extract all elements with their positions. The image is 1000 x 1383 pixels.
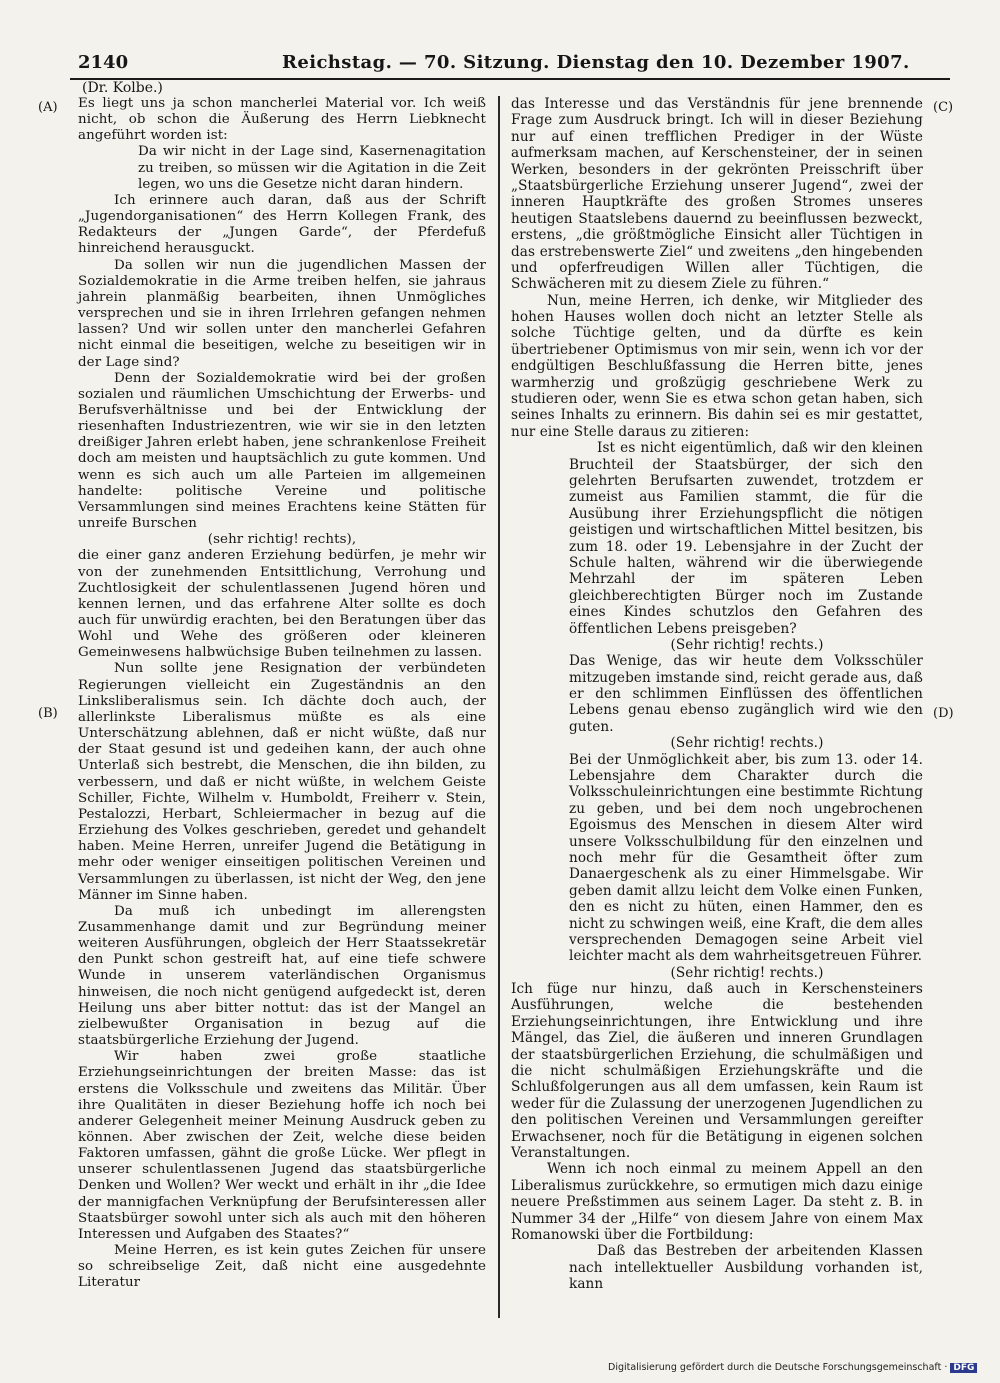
paragraph: Ich erinnere auch daran, daß aus der Schrift „Jugendorganisationen“ des Herrn Kollegen Frank, des Redakteurs der „Jungen Garde“, der Pferdefuß hinreichend herausguckt.: [78, 192, 486, 257]
dfg-logo: DFG: [950, 1363, 977, 1373]
block-quote: Daß das Bestreben der arbeitenden Klassen nach intellektueller Ausbildung vorhanden ist, kann: [569, 1243, 923, 1293]
page-number: 2140: [78, 52, 129, 73]
interjection: (Sehr richtig! rechts.): [670, 735, 824, 752]
interjection: (sehr richtig! rechts),: [207, 532, 357, 548]
margin-marker-c: (C): [933, 100, 954, 115]
paragraph: Da sollen wir nun die jugendlichen Massen der Sozialdemokratie in die Arme treiben helfen, sie jahraus jahrein planmäßig bearbeiten, ihnen Unmögliches versprechen und sie in ihren Irrlehren gefangen nehmen lassen? Und wir sollen unter den mancherlei Gefahren nicht einmal die beseitigen, welche zu beseitigen wir in der Lage sind?: [78, 257, 486, 370]
left-column: [78, 96, 486, 1292]
block-quote: Bei der Unmöglichkeit aber, bis zum 13. oder 14. Lebensjahre dem Charakter durch die Volksschuleinrichtungen eine bestimmte Richtung zu geben, und bei dem noch ungebrochenen Egoismus des Menschen in diesem Alter wird unsere Volksschulbildung für den einzelnen und noch mehr für die Gesamtheit öfter zum Danaergeschenk als zu einer Himmelsgabe. Wir geben damit allzu leicht dem Volke einen Funken, den es nicht zu hüten, einen Hammer, den es nicht zu schwingen weiß, eine Kraft, die dem alles versprechenden Demagogen seine Arbeit viel leichter macht als dem wahrheitsgetreuen Führer.: [569, 751, 923, 965]
paragraph: Wenn ich noch einmal zu meinem Appell an den Liberalismus zurückkehre, so ermutigen mich dazu einige neuere Preßstimmen aus seinem Lager. Da steht z. B. in Nummer 34 der „Hilfe“ von diesem Jahre von einem Max Romanowski über die Fortbildung:: [511, 1161, 923, 1243]
paragraph: die einer ganz anderen Erziehung bedürfen, je mehr wir von der zunehmenden Entsittlichung, Verrohung und Zuchtlosigkeit der schulentlassenen Jugend hören und kennen lernen, und das erfahrene Alter sollte es doch auch für unwürdig erachten, bei den Beratungen über das Wohl und Wehe des größeren oder kleineren Gemeinwesens halbwüchsige Buben teilnehmen zu lassen.: [78, 548, 486, 661]
digitization-footer: [608, 1362, 977, 1373]
paragraph: Denn der Sozialdemokratie wird bei der großen sozialen und räumlichen Umschichtung der Erwerbs- und Berufsverhältnisse und bei der Entwicklung der riesenhaften Industriezentren, wie wir sie in den letzten dreißiger Jahren erlebt haben, jene schrankenlose Freiheit doch am meisten und hauptsächlich zu gute kommen. Und wenn es sich auch um alle Parteien im allgemeinen handelte: politische Vereine und politische Versammlungen sind meines Erachtens keine Stätten für unreife Burschen: [78, 370, 486, 532]
paragraph: Meine Herren, es ist kein gutes Zeichen für unsere so schreibselige Zeit, daß nicht eine ausgedehnte Literatur: [78, 1243, 486, 1291]
block-quote: Ist es nicht eigentümlich, daß wir den kleinen Bruchteil der Staatsbürger, der sich den gelehrten Berufsarten zuwendet, trotzdem er zumeist aus Familien stammt, die für die Ausübung ihrer Erziehungspflicht die nötigen geistigen und wirtschaftlichen Mittel besitzen, bis zum 18. oder 19. Lebensjahre in der Zucht der Schule halten, während wir die überwiegende Mehrzahl der im späteren Leben gleichberechtigten Bürger noch im Zustande eines Kindes schutzlos den Gefahren des öffentlichen Lebens preisgeben?: [569, 440, 923, 637]
right-column: [511, 96, 923, 1293]
paragraph: das Interesse und das Verständnis für jene brennende Frage zum Ausdruck bringt. Ich will in dieser Beziehung nur auf einen trefflichen Prediger in der Wüste aufmerksam machen, auf Kerschensteiner, der in seinen Werken, besonders in der gekrönten Preisschrift über „Staatsbürgerliche Erziehung unserer Jugend“, zwei der inneren Hauptkräfte des großen Stromes unseres heutigen Staatslebens dauernd zu beeinflussen bezweckt, erstens, „die größtmögliche Einsicht aller Tüchtigen in das erstrebenswerte Ziel“ und zweitens „den hingebenden und opferfreudigen Willen aller Tüchtigen, die Schwächeren mit zu diesem Ziele zu führen.“: [511, 96, 923, 293]
block-quote: Da wir nicht in der Lage sind, Kasernenagitation zu treiben, so müssen wir die Agitation in die Zeit legen, wo uns die Gesetze nicht daran hindern.: [138, 144, 486, 192]
margin-marker-a: (A): [38, 100, 58, 115]
interjection: (Sehr richtig! rechts.): [670, 636, 824, 653]
running-title: Reichstag. — 70. Sitzung. Dienstag den 10. Dezember 1907.: [282, 52, 910, 73]
margin-marker-b: (B): [38, 706, 58, 721]
column-divider: [498, 96, 500, 1318]
paragraph: Es liegt uns ja schon mancherlei Material vor. Ich weiß nicht, ob schon die Äußerung des Herrn Liebknecht angeführt worden ist:: [78, 96, 486, 144]
footer-text: Digitalisierung gefördert durch die Deutsche Forschungsgemeinschaft ·: [608, 1362, 948, 1373]
paragraph: Nun, meine Herren, ich denke, wir Mitglieder des hohen Hauses wollen doch nicht an letzter Stelle als solche Tüchtige gelten, und da dürfte es kein übertriebener Optimismus von mir sein, wenn ich vor der endgültigen Beschlußfassung die Herren bitte, jenes warmherzig und großzügig geschriebene Werk zu studieren oder, wenn Sie es etwa schon getan haben, sich seines Inhalts zu erinnern. Bis dahin sei es mir gestattet, nur eine Stelle daraus zu zitieren:: [511, 292, 923, 440]
paragraph: Ich füge nur hinzu, daß auch in Kerschensteiners Ausführungen, welche die bestehenden Erziehungseinrichtungen, ihre Entwicklung und ihre Mängel, das Ziel, die äußeren und inneren Grundlagen der staatsbürgerlichen Erziehung, die schulmäßigen und die nicht schulmäßigen Erziehungskräfte und die Schlußfolgerungen aus all dem umfassen, kein Raum ist weder für die Zulassung der unerzogenen Jugendlichen zu den politischen Vereinen und Versammlungen gereifter Erwachsener, noch für die Betätigung in eigenen solchen Veranstaltungen.: [511, 981, 923, 1161]
block-quote: Das Wenige, das wir heute dem Volksschüler mitzugeben imstande sind, reicht gerade aus, daß er den schlimmen Einflüssen des öffentlichen Lebens genau ebenso zugänglich wird wie den guten.: [569, 653, 923, 735]
paragraph: Da muß ich unbedingt im allerengsten Zusammenhange damit und zur Begründung meiner weiteren Ausführungen, obgleich der Herr Staatssekretär den Punkt schon gestreift hat, auf eine tiefe schwere Wunde in unserem vaterländischen Organismus hinweisen, die noch nicht genügend aufgedeckt ist, deren Heilung uns aber bitter nottut: das ist der Mangel an zielbewußter Organisation in bezug auf die staatsbürgerliche Erziehung der Jugend.: [78, 903, 486, 1049]
margin-marker-d: (D): [933, 706, 954, 721]
paragraph: Wir haben zwei große staatliche Erziehungseinrichtungen der breiten Masse: das ist erstens die Volksschule und zweitens das Militär. Über ihre Qualitäten in dieser Beziehung hoffe ich noch bei anderer Gelegenheit meiner Meinung Ausdruck geben zu können. Aber zwischen der Zeit, welche diese beiden Faktoren umfassen, gähnt die große Lücke. Wer pflegt in unserer schulentlassenen Jugend das staatsbürgerliche Denken und Wollen? Wer weckt und erhält in ihr „die Idee der mannigfachen Verknüpfung der Berufsinteressen aller Staatsbürger sowohl unter sich als auch mit den höheren Interessen und Aufgaben des Staates?“: [78, 1049, 486, 1242]
page-header: [70, 50, 950, 80]
paragraph: Nun sollte jene Resignation der verbündeten Regierungen vielleicht ein Zugeständnis an den Linksliberalismus sein. Ich dächte doch auch, der allerlinkste Liberalismus müßte es als eine Unterschätzung ablehnen, daß er nicht wüßte, daß nur der Staat gesund ist und gedeihen kann, der auch ohne Unterlaß sich bestrebt, die Menschen, die ihn bilden, zu verbessern, und daß er nicht wüßte, in welchem Geiste Schiller, Fichte, Wilhelm v. Humboldt, Freiherr v. Stein, Pestalozzi, Herbart, Schleiermacher in bezug auf die Erziehung des Volkes geschrieben, geredet und gehandelt haben. Meine Herren, unreifer Jugend die Betätigung in mehr oder weniger einseitigen politischen Vereinen und Versammlungen zu überlassen, ist nicht der Weg, den jene Männer im Sinne haben.: [78, 661, 486, 903]
interjection: (Sehr richtig! rechts.): [670, 964, 824, 981]
speaker-label: (Dr. Kolbe.): [82, 80, 163, 96]
